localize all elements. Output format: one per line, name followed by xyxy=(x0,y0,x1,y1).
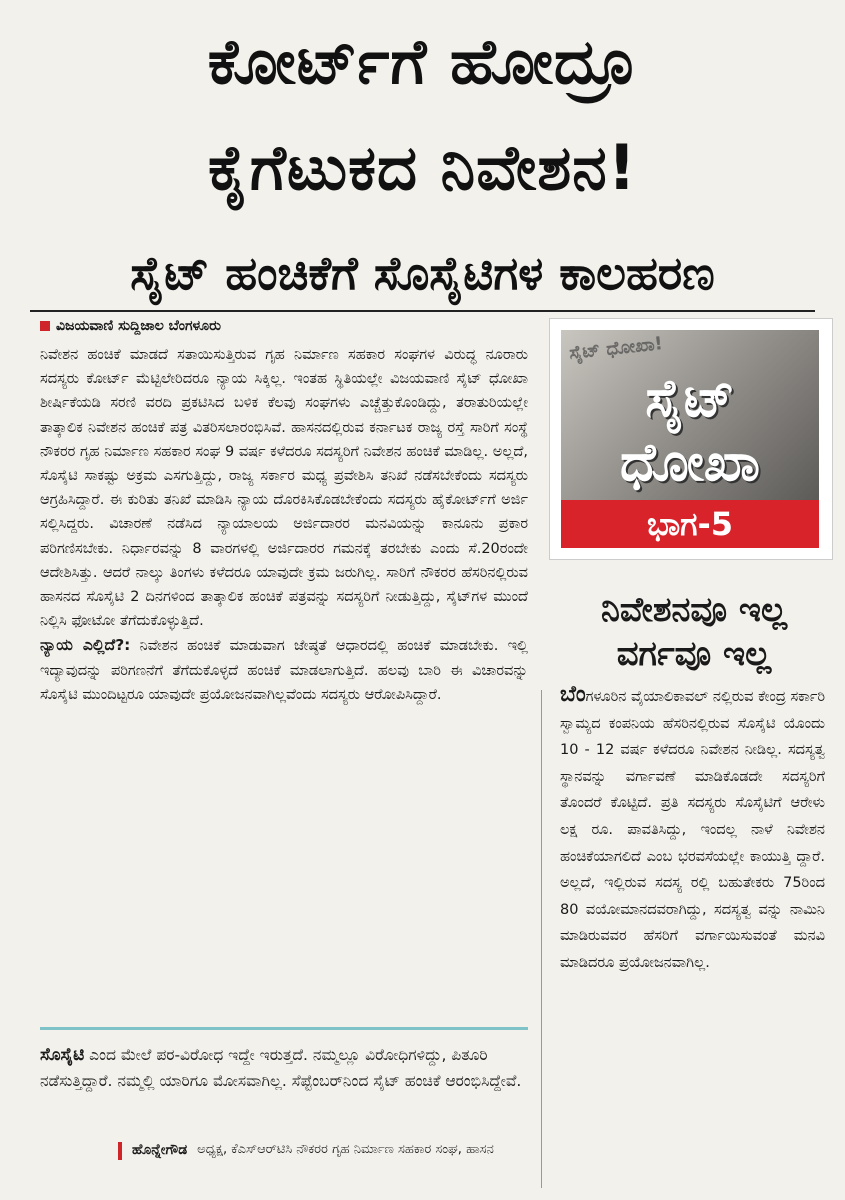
red-bar-icon xyxy=(118,1142,122,1160)
main-article-para2 xyxy=(40,633,528,707)
para2-lead: ನ್ಯಾಯ ಎಲ್ಲಿದೆ?: xyxy=(40,636,131,655)
series-image xyxy=(561,330,819,500)
quote-lead: ಸೊಸೈಟಿ xyxy=(40,1045,85,1065)
headline-line-2: ಕೈಗೆಟುಕದ ನಿವೇಶನ! xyxy=(208,131,637,204)
subheadline: ಸೈಟ್ ಹಂಚಿಕೆಗೆ ಸೊಸೈಟಿಗಳ ಕಾಲಹರಣ xyxy=(130,246,715,300)
quote-divider xyxy=(40,1027,528,1030)
top-rule xyxy=(30,310,815,312)
side-article-body xyxy=(560,682,825,977)
quote-attribution xyxy=(118,1140,538,1160)
side-headline-line-1: ನಿವೇಶನವೂ ಇಲ್ಲ xyxy=(600,590,788,630)
quote-designation: ಅಧ್ಯಕ್ಷ, ಕೆಎಸ್ಆರ್‌ಟಿಸಿ ನೌಕರರ ಗೃಹ ನಿರ್ಮಾಣ ಸಹಕಾರ ಸಂಘ, ಹಾಸನ xyxy=(197,1142,494,1157)
series-title-line-1: ಸೈಟ್ xyxy=(645,369,735,429)
series-background-text: ಸೈಟ್ ಧೋಖಾ! xyxy=(568,333,664,364)
column-divider xyxy=(541,690,542,1188)
quote-text: ಎಂದ ಮೇಲೆ ಪರ-ವಿರೋಧ ಇದ್ದೇ ಇರುತ್ತದೆ. ನಮ್ಮಲ್ಲೂ ವಿರೋಧಿಗಳಿದ್ದು, ಪಿತೂರಿ ನಡೆಸುತ್ತಿದ್ದಾರೆ. ನಮ್ಮಲ್ಲಿ ಯಾರಿಗೂ ಮೋಸವಾಗಿಲ್ಲ. ಸೆಪ್ಟೆಂಬರ್‌ನಿಂದ ಸೈಟ್ ಹಂಚಿಕೆ ಆರಂಭಿಸಿದ್ದೇವೆ. xyxy=(40,1046,522,1090)
series-title-line-2: ಧೋಖಾ xyxy=(619,433,761,493)
byline xyxy=(40,318,221,334)
side-article-text: ಗಳೂರಿನ ವೈಯಾಲಿಕಾವಲ್ ನಲ್ಲಿರುವ ಕೇಂದ್ರ ಸರ್ಕಾರಿ ಸ್ವಾಮ್ಯದ ಕಂಪನಿಯ ಹೆಸರಿನಲ್ಲಿರುವ ಸೊಸೈಟಿ ಯೊಂದು 10 - 12 ವರ್ಷ ಕಳೆದರೂ ನಿವೇಶನ ನೀಡಿಲ್ಲ. ಸದಸ್ಯತ್ವ ಸ್ಥಾನವನ್ನು ವರ್ಗಾವಣೆ ಮಾಡಿಕೊಡದೇ ಸದಸ್ಯರಿಗೆ ತೊಂದರೆ ಕೊಟ್ಟಿದೆ. ಪ್ರತಿ ಸದಸ್ಯರು ಸೊಸೈಟಿಗೆ ಆರೇಳು ಲಕ್ಷ ರೂ. ಪಾವತಿಸಿದ್ದು, ಇಂದಲ್ಲ ನಾಳೆ ನಿವೇಶನ ಹಂಚಿಕೆಯಾಗಲಿದೆ ಎಂಬ ಭರವಸೆಯಲ್ಲೇ ಕಾಯುತ್ತಿ ದ್ದಾರೆ. ಅಲ್ಲದೆ, ಇಲ್ಲಿರುವ ಸದಸ್ಯ ರಲ್ಲಿ ಬಹುತೇಕರು 75ರಿಂದ 80 ವಯೋಮಾನದವರಾಗಿದ್ದು, ಸದಸ್ಯತ್ವ ವನ್ನು ನಾಮಿನಿ ಮಾಡಿರುವವರ ಹೆಸರಿಗೆ ವರ್ಗಾಯಿಸುವಂತೆ ಮನವಿ ಮಾಡಿದರೂ ಪ್ರಯೋಜನವಾಗಿಲ್ಲ. xyxy=(560,689,825,971)
series-logo-box xyxy=(549,318,833,560)
main-article xyxy=(40,343,528,707)
byline-text: ವಿಜಯವಾಣಿ ಸುದ್ದಿಜಾಲ ಬೆಂಗಳೂರು xyxy=(56,318,221,334)
main-article-para1: ನಿವೇಶನ ಹಂಚಿಕೆ ಮಾಡದೆ ಸತಾಯಿಸುತ್ತಿರುವ ಗೃಹ ನಿರ್ಮಾಣ ಸಹಕಾರ ಸಂಘಗಳ ವಿರುದ್ಧ ನೂರಾರು ಸದಸ್ಯರು ಕೋರ್ಟ್ ಮೆಟ್ಟಿಲೇರಿದರೂ ನ್ಯಾಯ ಸಿಕ್ಕಿಲ್ಲ. ಇಂತಹ ಸ್ಥಿತಿಯಲ್ಲೇ ವಿಜಯವಾಣಿ ಸೈಟ್ ಧೋಖಾ ಶೀರ್ಷಿಕೆಯಡಿ ಸರಣಿ ವರದಿ ಪ್ರಕಟಿಸಿದ ಬಳಿಕ ಕೆಲವು ಸಂಘಗಳು ಎಚ್ಚೆತ್ತುಕೊಂಡಿದ್ದು, ತರಾತುರಿಯಲ್ಲೇ ತಾತ್ಕಾಲಿಕ ನಿವೇಶನ ಹಂಚಿಕೆ ಪತ್ರ ವಿತರಿಸಲಾರಂಭಿಸಿವೆ. ಹಾಸನದಲ್ಲಿರುವ ಕರ್ನಾಟಕ ರಾಜ್ಯ ರಸ್ತೆ ಸಾರಿಗೆ ಸಂಸ್ಥೆ ನೌಕರರ ಗೃಹ ನಿರ್ಮಾಣ ಸಹಕಾರ ಸಂಘ 9 ವರ್ಷ ಕಳೆದರೂ ಸದಸ್ಯರಿಗೆ ನಿವೇಶನ ಹಂಚಿಕೆ ಮಾಡಿಲ್ಲ. ಅಲ್ಲದೆ, ಸೊಸೈಟಿ ಸಾಕಷ್ಟು ಅಕ್ರಮ ಎಸಗುತ್ತಿದ್ದು, ರಾಜ್ಯ ಸರ್ಕಾರ ಮಧ್ಯ ಪ್ರವೇಶಿಸಿ ತನಿಖೆ ನಡೆಸಬೇಕೆಂದು ಸದಸ್ಯರು ಆಗ್ರಹಿಸಿದ್ದಾರೆ. ಈ ಕುರಿತು ತನಿಖೆ ಮಾಡಿಸಿ ನ್ಯಾಯ ದೊರಕಿಸಿಕೊಡಬೇಕೆಂದು ಸದಸ್ಯರು ಹೈಕೋರ್ಟ್‌ಗೆ ಅರ್ಜಿ ಸಲ್ಲಿಸಿದ್ದರು. ವಿಚಾರಣೆ ನಡೆಸಿದ ನ್ಯಾಯಾಲಯ ಅರ್ಜಿದಾರರ ಮನವಿಯನ್ನು ಕಾನೂನು ಪ್ರಕಾರ ಪರಿಗಣಿಸಬೇಕು. ನಿರ್ಧಾರವನ್ನು 8 ವಾರಗಳಲ್ಲಿ ಅರ್ಜಿದಾರರ ಗಮನಕ್ಕೆ ತರಬೇಕು ಎಂದು ಸೆ.20ರಂದೇ ಆದೇಶಿಸಿತ್ತು. ಆದರೆ ನಾಲ್ಕು ತಿಂಗಳು ಕಳೆದರೂ ಯಾವುದೇ ಕ್ರಮ ಜರುಗಿಲ್ಲ. ಸಾರಿಗೆ ನೌಕರರ ಹೆಸರಿನಲ್ಲಿರುವ ಹಾಸನದ ಸೊಸೈಟಿ 2 ದಿನಗಳಿಂದ ತಾತ್ಕಾಲಿಕ ಹಂಚಿಕೆ ಪತ್ರವನ್ನು ಸದಸ್ಯರಿಗೆ ನೀಡುತ್ತಿದ್ದು, ಸೈಟ್‌ಗಳ ಮುಂದೆ ನಿಲ್ಲಿಸಿ ಫೋಟೋ ತೆಗೆದುಕೊಳ್ಳುತ್ತಿದೆ. xyxy=(40,347,528,630)
para2-body: ನಿವೇಶನ ಹಂಚಿಕೆ ಮಾಡುವಾಗ ಜೇಷ್ಠತೆ ಆಧಾರದಲ್ಲಿ ಹಂಚಿಕೆ ಮಾಡಬೇಕು. ಇಲ್ಲಿ ಇದ್ಯಾವುದನ್ನು ಪರಿಗಣನೆಗೆ ತೆಗೆದುಕೊಳ್ಳದೆ ಹಂಚಿಕೆ ಮಾಡಲಾಗುತ್ತಿದೆ. ಹಲವು ಬಾರಿ ಈ ವಿಚಾರವನ್ನು ಸೊಸೈಟಿ ಮುಂದಿಟ್ಟರೂ ಯಾವುದೇ ಪ್ರಯೋಜನವಾಗಿಲ್ಲವೆಂದು ಸದಸ್ಯರು ಆರೋಪಿಸಿದ್ದಾರೆ. xyxy=(40,638,529,703)
quote-name: ಹೊನ್ನೇಗೌಡ xyxy=(132,1142,188,1158)
red-square-bullet-icon xyxy=(40,321,50,331)
side-article-dropcap: ಬೆಂ xyxy=(560,682,586,707)
series-part-label: ಭಾಗ-5 xyxy=(561,500,819,548)
side-headline-line-2: ವರ್ಗವೂ ಇಲ್ಲ xyxy=(616,634,772,674)
side-article xyxy=(560,682,825,977)
pull-quote xyxy=(40,1042,530,1094)
headline-line-1: ಕೋರ್ಟ್‌ಗೆ ಹೋದ್ರೂ xyxy=(207,25,638,98)
